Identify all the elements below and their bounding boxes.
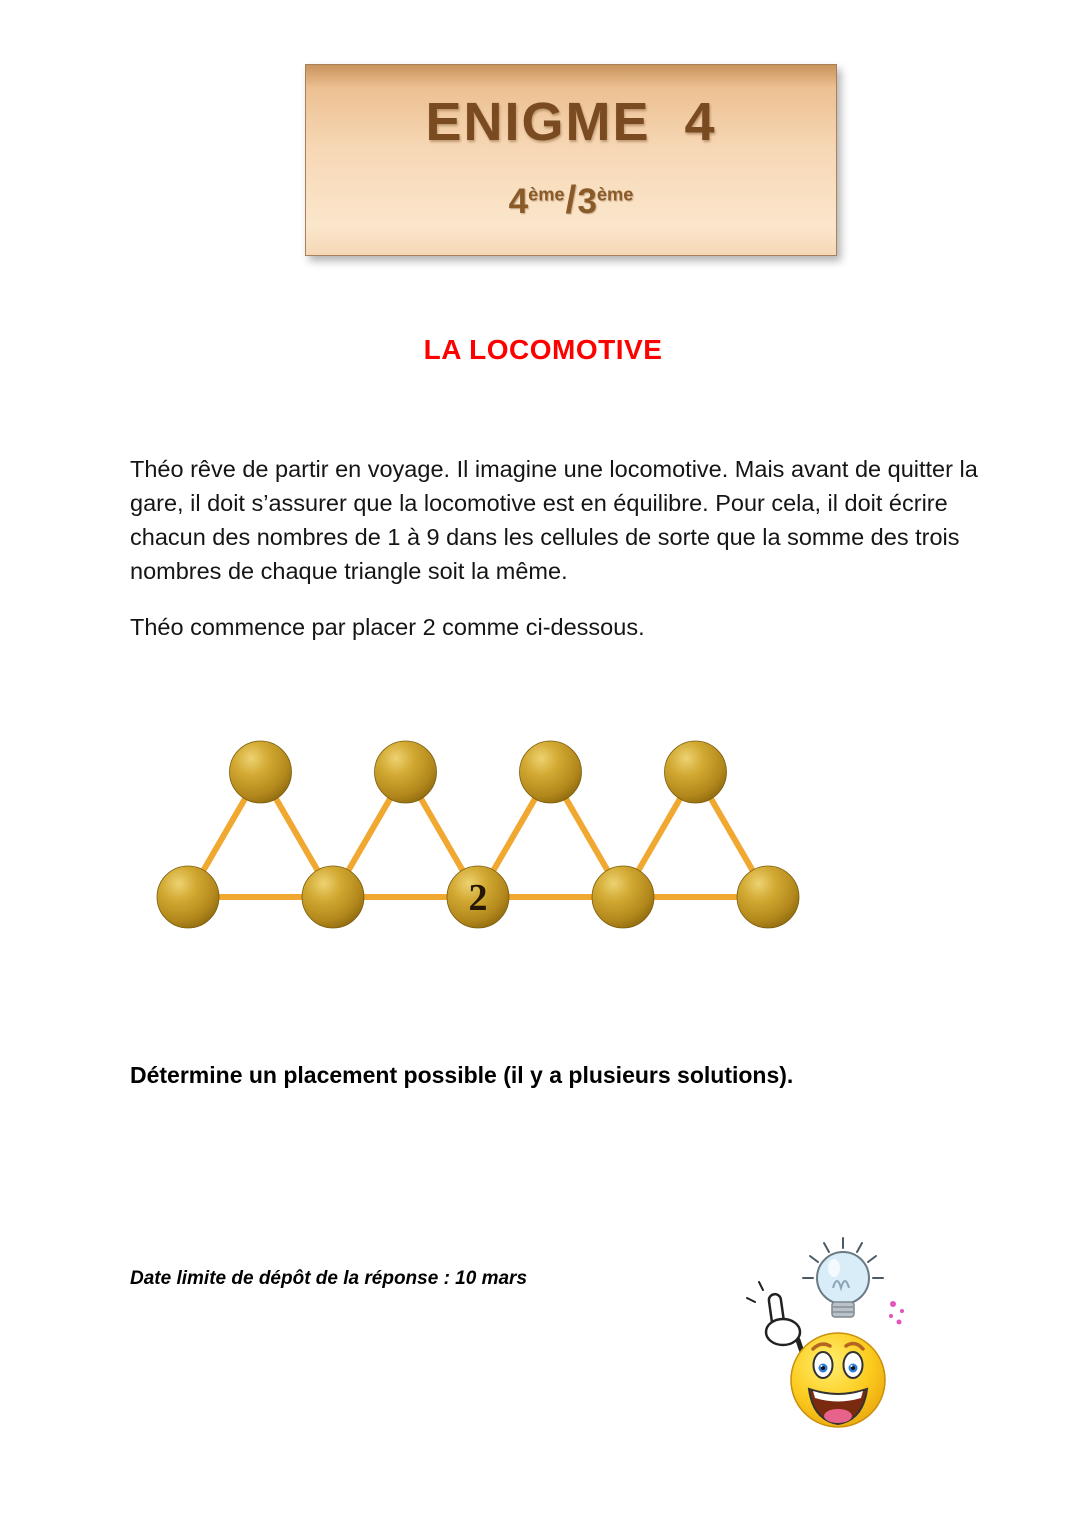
locomotive-diagram bbox=[148, 702, 808, 957]
diagram-node-bottom-2 bbox=[302, 866, 364, 928]
smiley-face-icon bbox=[791, 1333, 885, 1427]
banner-grade-levels bbox=[509, 179, 634, 223]
diagram-node-bottom-5 bbox=[737, 866, 799, 928]
locomotive-diagram-svg bbox=[148, 702, 808, 957]
grade-second: 3 bbox=[577, 182, 597, 221]
lightbulb-icon bbox=[817, 1252, 869, 1317]
grade-first: 4 bbox=[508, 182, 529, 221]
grade-second-sup: ème bbox=[596, 184, 634, 205]
smiley-lightbulb-icon bbox=[733, 1228, 918, 1433]
banner-title: ENIGME 4 bbox=[425, 92, 717, 152]
diagram-node-top-1 bbox=[230, 741, 292, 803]
task-instruction: Détermine un placement possible (il y a plusieurs solutions). bbox=[130, 1062, 794, 1088]
intro-paragraph: Théo rêve de partir en voyage. Il imagine une locomotive. Mais avant de quitter la gare, il doit s’assurer que la locomotive est en équilibre. Pour cela, il doit écrire chacun des nombres de 1 à 9 dans les cellules de sorte que la somme des trois nombres de chaque triangle soit la même. bbox=[130, 456, 978, 584]
deadline-note: Date limite de dépôt de la réponse : 10 mars bbox=[130, 1268, 528, 1289]
diagram-node-top-4 bbox=[665, 741, 727, 803]
diagram-node-top-2 bbox=[375, 741, 437, 803]
grade-first-sup: ème bbox=[528, 184, 565, 205]
placement-paragraph: Théo commence par placer 2 comme ci-dessous. bbox=[130, 614, 645, 640]
puzzle-title: LA LOCOMOTIVE bbox=[423, 334, 663, 365]
placed-number: 2 bbox=[468, 877, 488, 919]
sparkle-dots bbox=[889, 1301, 904, 1325]
enigma-banner bbox=[305, 64, 837, 256]
smiley-lightbulb-image bbox=[733, 1228, 918, 1433]
diagram-node-bottom-4 bbox=[592, 866, 654, 928]
diagram-node-top-3 bbox=[520, 741, 582, 803]
grade-separator: / bbox=[565, 179, 577, 222]
diagram-node-bottom-1 bbox=[157, 866, 219, 928]
